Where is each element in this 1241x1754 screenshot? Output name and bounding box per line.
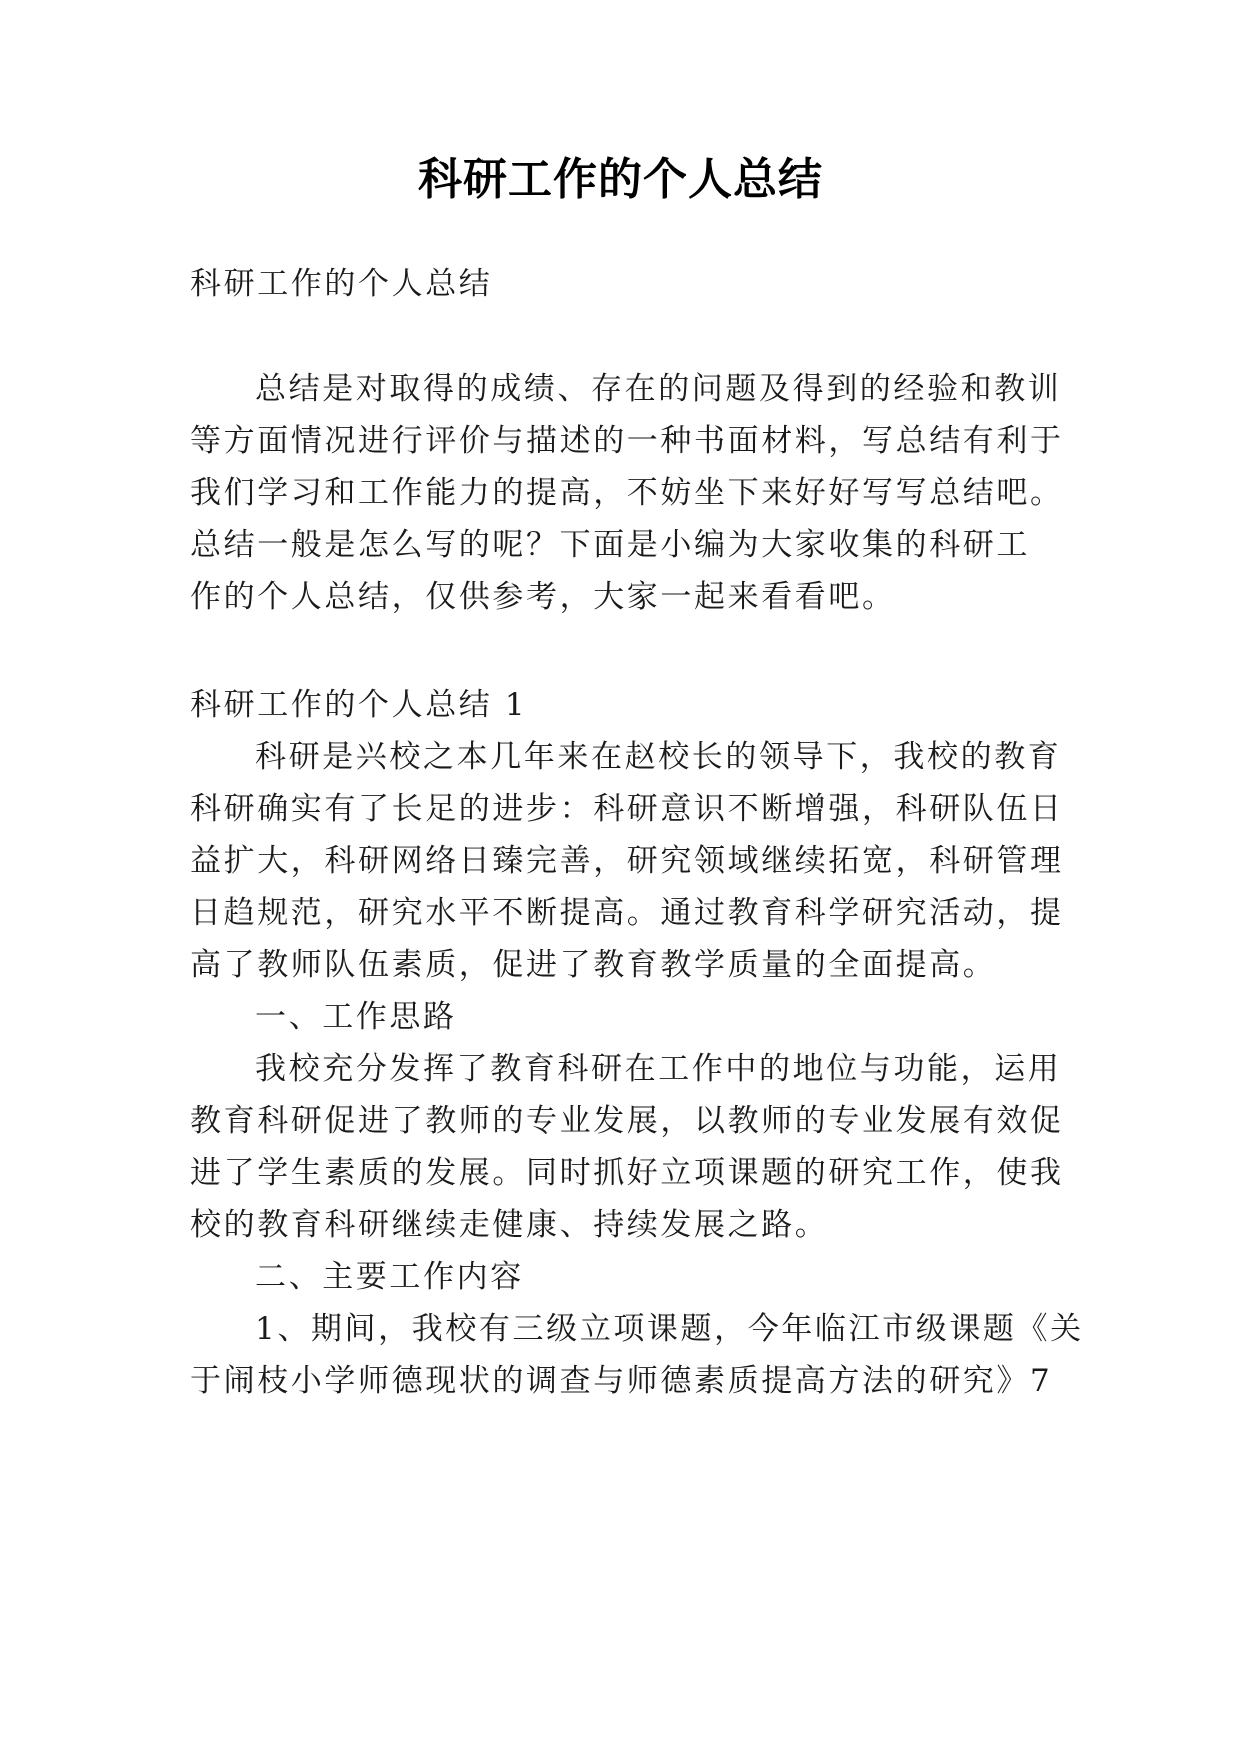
document-subtitle: 科研工作的个人总结	[190, 266, 493, 302]
paragraph-line: 1、期间，我校有三级立项课题，今年临江市级课题《关	[255, 1311, 1084, 1347]
paragraph-line: 于闹枝小学师德现状的调查与师德素质提高方法的研究》7	[190, 1363, 1053, 1399]
intro-line: 作的个人总结，仅供参考，大家一起来看看吧。	[190, 579, 896, 615]
intro-line: 总结是对取得的成绩、存在的问题及得到的经验和教训	[255, 371, 1062, 407]
paragraph-line: 益扩大，科研网络日臻完善，研究领域继续拓宽，科研管理	[190, 843, 1064, 879]
paragraph-line: 高了教师队伍素质，促进了教育教学质量的全面提高。	[190, 947, 997, 983]
subheading-main-work: 二、主要工作内容	[255, 1259, 524, 1295]
document-title: 科研工作的个人总结	[418, 154, 823, 205]
subheading-work-idea: 一、工作思路	[255, 999, 457, 1035]
paragraph-line: 日趋规范，研究水平不断提高。通过教育科学研究活动，提	[190, 895, 1064, 931]
paragraph-line: 我校充分发挥了教育科研在工作中的地位与功能，运用	[255, 1051, 1062, 1087]
paragraph-line: 校的教育科研继续走健康、持续发展之路。	[190, 1207, 829, 1243]
paragraph-line: 科研确实有了长足的进步：科研意识不断增强，科研队伍日	[190, 791, 1064, 827]
intro-line: 总结一般是怎么写的呢？下面是小编为大家收集的科研工	[190, 527, 1030, 563]
section-heading: 科研工作的个人总结 1	[190, 687, 528, 723]
intro-line: 我们学习和工作能力的提高，不妨坐下来好好写写总结吧。	[190, 475, 1064, 511]
paragraph-line: 进了学生素质的发展。同时抓好立项课题的研究工作，使我	[190, 1155, 1064, 1191]
paragraph-line: 科研是兴校之本几年来在赵校长的领导下，我校的教育	[255, 739, 1062, 775]
paragraph-line: 教育科研促进了教师的专业发展，以教师的专业发展有效促	[190, 1103, 1064, 1139]
intro-line: 等方面情况进行评价与描述的一种书面材料，写总结有利于	[190, 423, 1064, 459]
